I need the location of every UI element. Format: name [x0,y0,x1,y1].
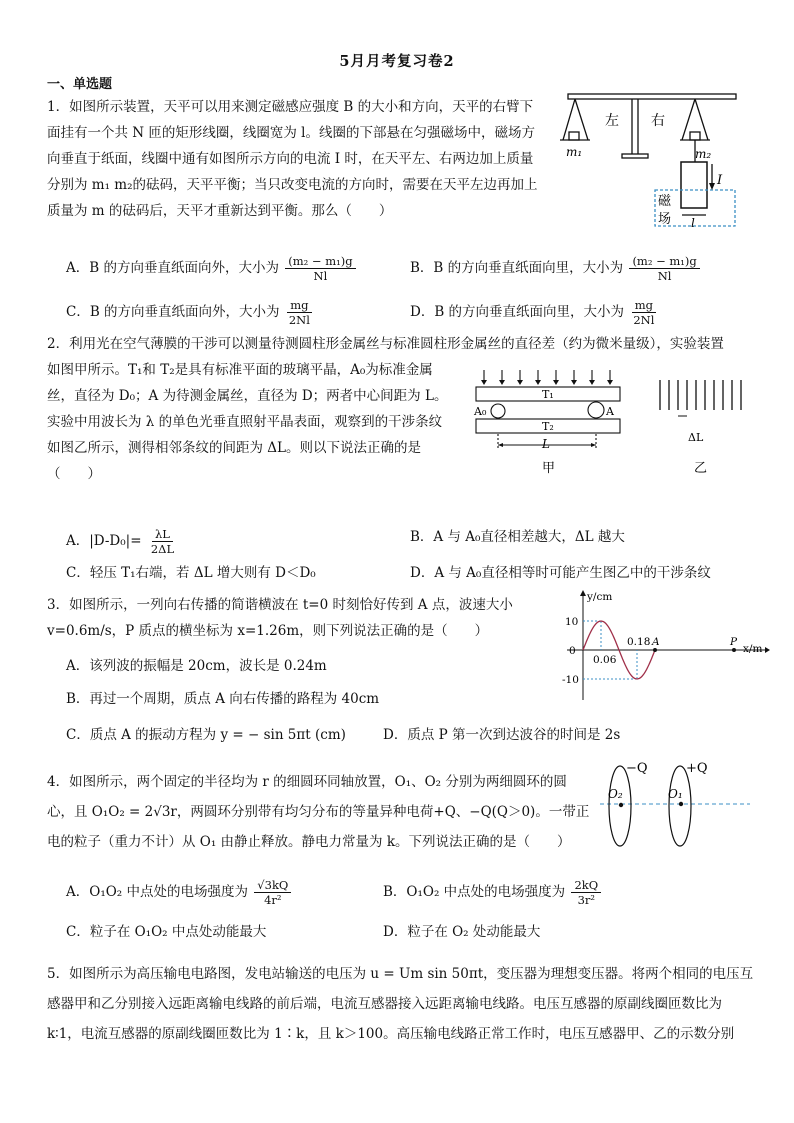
page-title: 5月月考复习卷2 [339,53,455,70]
q5-line: 5．如图所示为高压输电电路图，发电站输送的电压为 u = Um sin 50πt，变压器为理想变压器。将两个相同的电压互 [47,966,754,982]
current-label: I [717,173,723,188]
q4-line: 心，且 O₁O₂ = 2√3r，两圆环分别带有均匀分布的等量异种电荷+Q、−Q(Q＞0)。一带正 [47,804,590,820]
width-label: l [691,216,695,230]
field-label-2: 场 [658,212,672,227]
delta-l-label: ΔL [688,431,704,444]
q4-option-b-fraction: $\frac{2kQ}{\text{3r²}}$ [571,878,601,907]
q1-option-c[interactable] [66,298,315,327]
balance-figure [560,92,750,242]
q2-line: 如图甲所示。T₁和 T₂是具有标准平面的玻璃平晶，A₀为标准金属 [47,362,433,378]
q2-option-a-fraction: $\frac{\lambda L}{2\Delta L}$ [150,527,175,556]
q4-line: 4．如图所示，两个固定的半径均为 r 的细圆环同轴放置，O₁、O₂ 分别为两细圆环的圆 [47,774,567,790]
q2-option-b[interactable]: B．A 与 A₀直径相差越大，ΔL 越大 [410,529,625,545]
q5-line: 感器甲和乙分别接入远距离输电线路的前后端，电流互感器接入远距离输电线路。电压互感器的原副线圈匝数比为 [47,996,722,1012]
q1-line: 分别为 m₁ m₂的砝码，天平平衡；当只改变电流的方向时，需要在天平左边再加上 [47,177,538,193]
question-4-stem [47,767,589,857]
interference-figure [470,368,760,478]
x-tick-label: 0.18 [627,636,651,648]
q1-line: 质量为 m 的砝码后，天平才重新达到平衡。那么（ ） [47,203,393,219]
section-heading: 一、单选题 [47,77,113,92]
q4-option-b-text: B．O₁O₂ 中点处的电场强度为 [383,884,566,900]
x-axis-label: x/m [743,643,763,655]
m2-label: m₂ [695,147,712,161]
q1-option-c-text: C．B 的方向垂直纸面向外，大小为 [66,304,280,320]
figure-jia-label: 甲 [542,461,556,476]
point-a [653,648,657,652]
q1-option-a-text: A．B 的方向垂直纸面向外，大小为 [66,260,279,276]
q1-option-b-fraction: $\frac{\text{(m₂ − m₁)g}}{Nl}$ [629,254,699,283]
q2-line: 实验中用波长为 λ 的单色光垂直照射平晶表面，观察到的干涉条纹 [47,414,443,430]
a0-label: A₀ [474,405,487,418]
q3-line: 3．如图所示，一列向右传播的简谐横波在 t=0 时刻恰好传到 A 点，波速大小 [47,597,513,613]
q1-line: 1．如图所示装置，天平可以用来测定磁感应强度 B 的大小和方向，天平的右臂下 [47,99,534,115]
q1-option-b-text: B．B 的方向垂直纸面向里，大小为 [410,260,624,276]
q1-option-d-text: D．B 的方向垂直纸面向里，大小为 [410,304,625,320]
q5-line: k∶1，电流互感器的原副线圈匝数比为 1∶k，且 k＞100。高压输电线路正常工作时，电压互感器甲、乙的示数分别 [47,1026,735,1042]
y-axis-arrow [580,590,586,596]
a-label: A [606,405,614,418]
question-3-stem [47,592,513,644]
q2-line: 丝，直径为 D₀；A 为待测金属丝，直径为 D；两者中心间距为 L。 [47,388,448,404]
q2-option-a[interactable] [66,527,179,556]
y-tick-label: 10 [565,616,579,628]
point-a-label: A [652,636,660,648]
field-label-1: 磁 [658,194,672,209]
pos-q-label: +Q [686,761,708,776]
left-pan-label: 左 [605,113,619,129]
question-5-stem [47,959,753,1049]
figure-yi-label: 乙 [694,461,708,476]
ring-positive [669,766,691,846]
q1-option-a-fraction: $\frac{\text{(m₂ − m₁)g}}{Nl}$ [285,254,355,283]
q4-option-b[interactable] [383,878,603,907]
q1-option-a[interactable] [66,254,358,283]
q1-option-c-fraction: $\frac{mg}{2Nl}$ [288,298,310,327]
q4-line: 电的粒子（重力不计）从 O₁ 由静止释放。静电力常量为 k。下列说法正确的是（ ） [47,834,571,850]
q1-option-d-fraction: $\frac{mg}{2Nl}$ [633,298,655,327]
point-p [732,648,736,652]
y-axis-label: y/cm [587,591,613,603]
q2-option-d[interactable]: D．A 与 A₀直径相等时可能产生图乙中的干涉条纹 [410,565,711,581]
wave-chart [555,588,770,700]
q4-option-c[interactable]: C．粒子在 O₁O₂ 中点处动能最大 [66,924,267,940]
q2-line: 如图乙所示，测得相邻条纹的间距为 ΔL。则以下说法正确的是 [47,440,422,456]
q1-option-d[interactable] [410,298,659,327]
q3-line: v=0.6m/s，P 质点的横坐标为 x=1.26m，则下列说法正确的是（ ） [47,623,489,639]
o2-label: O₂ [608,787,623,801]
q4-option-a[interactable] [66,878,293,907]
balance-beam [568,94,736,99]
q3-option-b[interactable]: B．再过一个周期，质点 A 向右传播的路程为 40cm [66,691,380,707]
neg-q-label: −Q [626,761,648,776]
y-tick-label: -10 [562,674,579,686]
q4-option-d[interactable]: D．粒子在 O₂ 处动能最大 [383,924,541,940]
m1-label: m₁ [566,145,583,159]
q3-option-a[interactable]: A．该列波的振幅是 20cm，波长是 0.24m [66,658,327,674]
point-p-label: P [730,636,738,648]
q3-option-d[interactable]: D．质点 P 第一次到达波谷的时间是 2s [383,727,621,743]
y-tick-label: 0 [569,645,576,657]
q2-line: 2．利用光在空气薄膜的干涉可以测量待测圆柱形金属丝与标准圆柱形金属丝的直径差（约为微米量级），实验装置 [47,336,724,352]
q2-option-a-text: A．|D-D₀|= [66,533,142,549]
rings-figure [600,758,750,868]
q1-line: 向垂直于纸面，线圈中通有如图所示方向的电流 I 时，在天平左、右两边加上质量 [47,151,534,167]
o1-label: O₁ [668,787,683,801]
x-axis-arrow [765,647,770,653]
x-tick-label: 0.06 [593,654,617,666]
q2-option-c[interactable]: C．轻压 T₁右端，若 ΔL 增大则有 D＜D₀ [66,565,316,581]
q4-option-a-fraction: $\frac{√3kQ}{\text{4r²}}$ [254,878,291,907]
t2-label: T₂ [542,420,554,433]
t1-label: T₁ [542,388,554,401]
q1-option-b[interactable] [410,254,702,283]
l-label: L [542,437,550,451]
q1-line: 面挂有一个共 N 匝的矩形线圈，线圈宽为 l。线圈的下部悬在匀强磁场中，磁场方 [47,125,536,141]
q3-option-c[interactable]: C．质点 A 的振动方程为 y = − sin 5πt (cm) [66,727,346,743]
q2-line: （ ） [47,466,101,482]
question-1-stem [47,94,538,224]
right-pan-label: 右 [651,113,665,129]
q4-option-a-text: A．O₁O₂ 中点处的电场强度为 [66,884,248,900]
